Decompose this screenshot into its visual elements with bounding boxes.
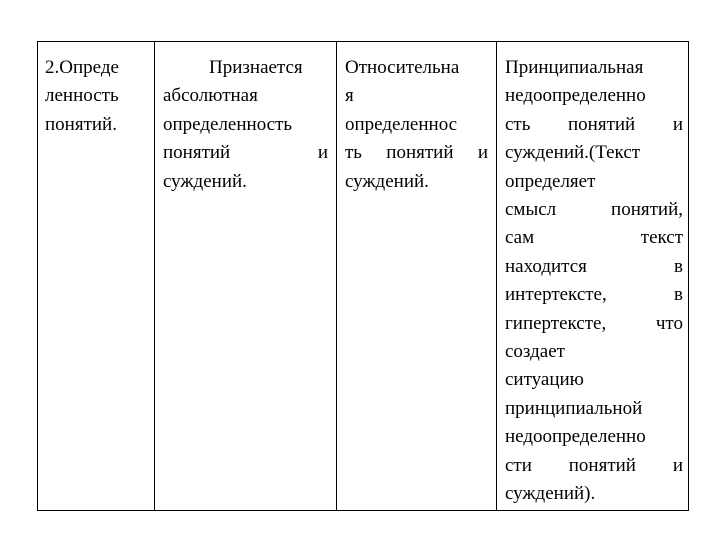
postnonclassical-line: интертексте, в <box>505 284 683 306</box>
classical-line: понятий и <box>163 142 328 164</box>
classical-line: определенность <box>163 113 293 135</box>
postnonclassical-cell <box>505 54 683 509</box>
postnonclassical-line: Принципиальная <box>505 57 644 78</box>
postnonclassical-line: недоопределенно <box>505 85 646 107</box>
postnonclassical-line: гипертексте, что <box>505 312 683 334</box>
postnonclassical-line: смысл понятий, <box>505 199 683 221</box>
postnonclassical-line: недоопределенно <box>505 426 646 448</box>
criterion-cell <box>45 54 153 139</box>
nonclassical-line: суждений. <box>345 170 429 192</box>
criterion-line: понятий. <box>45 113 117 135</box>
criterion-line: ленность <box>45 85 119 107</box>
nonclassical-line: ть понятий и <box>345 142 488 164</box>
criterion-line: 2.Опреде <box>45 57 119 78</box>
column-divider <box>496 42 497 510</box>
classical-line: суждений. <box>163 170 247 192</box>
postnonclassical-line: создает <box>505 341 565 363</box>
postnonclassical-line: суждений.(Текст <box>505 142 641 164</box>
classical-cell <box>163 54 328 196</box>
postnonclassical-line: ситуацию <box>505 369 584 391</box>
nonclassical-line: определеннос <box>345 113 458 135</box>
nonclassical-line: я <box>345 85 354 107</box>
nonclassical-line: Относительна <box>345 57 460 78</box>
classical-line: Признается <box>209 57 303 78</box>
postnonclassical-line: сти понятий и <box>505 454 683 476</box>
comparison-table <box>37 41 689 511</box>
postnonclassical-line: сам текст <box>505 227 683 249</box>
postnonclassical-line: определяет <box>505 170 596 192</box>
postnonclassical-line: суждений). <box>505 483 596 505</box>
column-divider <box>336 42 337 510</box>
postnonclassical-line: принципиальной <box>505 397 643 419</box>
postnonclassical-line: сть понятий и <box>505 113 683 135</box>
nonclassical-cell <box>345 54 488 196</box>
postnonclassical-line: находится в <box>505 255 683 277</box>
column-divider <box>154 42 155 510</box>
classical-line: абсолютная <box>163 85 258 107</box>
